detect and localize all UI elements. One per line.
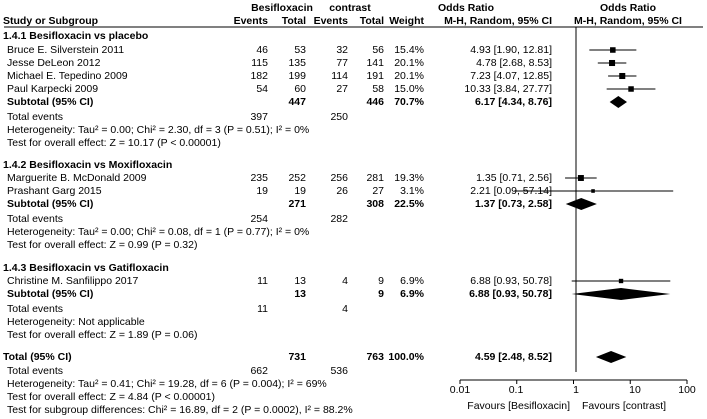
study-events2: 4 xyxy=(342,275,348,287)
overall-effect-text: Test for overall effect: Z = 10.17 (P < 0.00001) xyxy=(7,137,221,149)
axis-tick-label: 0.01 xyxy=(449,384,471,396)
total-or-ci: 4.59 [2.48, 8.52] xyxy=(474,351,552,363)
subgroup-differences-text: Test for subgroup differences: Chi² = 16.89, df = 2 (P = 0.0002), I² = 88.2% xyxy=(7,404,353,416)
events2-header: Events xyxy=(313,15,348,27)
heterogeneity-text: Heterogeneity: Not applicable xyxy=(7,316,145,328)
total-events2: 4 xyxy=(342,303,348,315)
total-events1: 254 xyxy=(250,213,268,225)
study-events1: 182 xyxy=(250,70,268,82)
study-point-estimate xyxy=(619,73,625,79)
study-total2: 281 xyxy=(366,172,384,184)
or-header: Odds Ratio xyxy=(437,2,494,14)
study-name: Paul Karpecki 2009 xyxy=(7,83,99,95)
total-weight: 100.0% xyxy=(388,351,424,363)
group2-header: contrast xyxy=(329,2,371,14)
total-heterogeneity-text: Heterogeneity: Tau² = 0.41; Chi² = 19.28, df = 6 (P = 0.004); I² = 69% xyxy=(7,378,327,390)
events1-header: Events xyxy=(233,15,268,27)
study-total1: 13 xyxy=(294,275,306,287)
study-or-ci: 4.93 [1.90, 12.81] xyxy=(470,44,552,56)
axis-tick-label: 100 xyxy=(678,384,696,396)
study-point-estimate xyxy=(609,60,615,66)
total-total2: 763 xyxy=(366,351,384,363)
study-name: Prashant Garg 2015 xyxy=(7,185,102,197)
subtotal-diamond xyxy=(572,288,671,300)
total-overall-effect-text: Test for overall effect: Z = 4.84 (P < 0.00001) xyxy=(7,391,215,403)
study-total1: 252 xyxy=(288,172,306,184)
total-events1: 11 xyxy=(257,303,268,315)
study-total1: 135 xyxy=(288,57,306,69)
weight-header: Weight xyxy=(389,15,424,27)
study-weight: 19.3% xyxy=(394,172,424,184)
total-events-label: Total events xyxy=(7,365,64,377)
study-events2: 27 xyxy=(336,83,348,95)
subgroup-title: 1.4.3 Besifloxacin vs Gatifloxacin xyxy=(3,262,169,274)
axis-tick-label: 0.1 xyxy=(508,384,524,396)
plot-marks xyxy=(460,47,687,384)
axis-tick-label: 1 xyxy=(573,384,579,396)
total-events2: 250 xyxy=(330,111,348,123)
study-events1: 19 xyxy=(256,185,268,197)
study-events2: 77 xyxy=(336,57,348,69)
study-or-ci: 2.21 [0.09, 57.14] xyxy=(470,185,552,197)
study-events2: 26 xyxy=(336,185,348,197)
study-weight: 20.1% xyxy=(394,57,424,69)
study-or-ci: 10.33 [3.84, 27.77] xyxy=(464,83,552,95)
overall-diamond xyxy=(596,351,626,363)
plot-header: Odds Ratio xyxy=(599,2,656,14)
subgroup-title: 1.4.1 Besifloxacin vs placebo xyxy=(3,30,149,42)
study-weight: 6.9% xyxy=(400,275,424,287)
study-point-estimate xyxy=(628,86,633,91)
subtotal-total2: 9 xyxy=(378,288,384,300)
overall-effect-text: Test for overall effect: Z = 1.89 (P = 0.06) xyxy=(7,329,198,341)
favours-right-label: Favours [contrast] xyxy=(582,400,667,412)
total-events2: 282 xyxy=(330,213,348,225)
or-method-header: M-H, Random, 95% CI xyxy=(444,15,552,27)
total-events1: 397 xyxy=(250,111,268,123)
total1-header: Total xyxy=(281,15,306,27)
subtotal-total2: 308 xyxy=(366,198,384,210)
study-total2: 191 xyxy=(366,70,384,82)
subtotal-total1: 271 xyxy=(288,198,306,210)
total2-header: Total xyxy=(359,15,384,27)
study-total1: 19 xyxy=(294,185,306,197)
plot-method-header: M-H, Random, 95% CI xyxy=(574,15,682,27)
study-weight: 20.1% xyxy=(394,70,424,82)
study-events2: 32 xyxy=(336,44,348,56)
subtotal-or-ci: 6.17 [4.34, 8.76] xyxy=(474,96,552,108)
study-total1: 60 xyxy=(294,83,306,95)
study-events1: 46 xyxy=(256,44,268,56)
subtotal-total2: 446 xyxy=(366,96,384,108)
total-events-label: Total events xyxy=(7,303,64,315)
study-events1: 54 xyxy=(256,83,268,95)
study-name: Bruce E. Silverstein 2011 xyxy=(7,44,125,56)
axis-tick-label: 10 xyxy=(629,384,641,396)
total-events-label: Total events xyxy=(7,213,64,225)
study-events2: 256 xyxy=(330,172,348,184)
group1-header: Besifloxacin xyxy=(251,2,313,14)
study-column-header: Study or Subgroup xyxy=(3,15,99,27)
study-events2: 114 xyxy=(331,70,348,82)
subtotal-weight: 6.9% xyxy=(400,288,424,300)
subtotal-or-ci: 6.88 [0.93, 50.78] xyxy=(469,288,552,300)
study-or-ci: 1.35 [0.71, 2.56] xyxy=(476,172,552,184)
study-total2: 27 xyxy=(372,185,384,197)
study-point-estimate xyxy=(619,279,623,283)
study-events1: 115 xyxy=(251,57,268,69)
total-total1: 731 xyxy=(288,351,306,363)
subtotal-total1: 13 xyxy=(294,288,306,300)
subtotal-label: Subtotal (95% CI) xyxy=(7,288,94,300)
subtotal-total1: 447 xyxy=(288,96,306,108)
total-label: Total (95% CI) xyxy=(3,351,72,363)
study-weight: 15.4% xyxy=(394,44,424,56)
overall-effect-text: Test for overall effect: Z = 0.99 (P = 0.32) xyxy=(7,239,198,251)
study-events1: 235 xyxy=(250,172,268,184)
study-weight: 15.0% xyxy=(394,83,424,95)
heterogeneity-text: Heterogeneity: Tau² = 0.00; Chi² = 2.30, df = 3 (P = 0.51); I² = 0% xyxy=(7,124,310,136)
study-total1: 199 xyxy=(288,70,306,82)
study-name: Jesse DeLeon 2012 xyxy=(7,57,101,69)
study-name: Marguerite B. McDonald 2009 xyxy=(7,172,147,184)
study-events1: 11 xyxy=(257,275,268,287)
study-point-estimate xyxy=(578,175,584,181)
subgroup-title: 1.4.2 Besifloxacin vs Moxifloxacin xyxy=(3,159,173,171)
subtotal-weight: 22.5% xyxy=(394,198,424,210)
subtotal-label: Subtotal (95% CI) xyxy=(7,198,94,210)
subtotal-weight: 70.7% xyxy=(394,96,424,108)
study-total2: 56 xyxy=(372,44,384,56)
study-total1: 53 xyxy=(294,44,306,56)
heterogeneity-text: Heterogeneity: Tau² = 0.00; Chi² = 0.08, df = 1 (P = 0.77); I² = 0% xyxy=(7,226,310,238)
study-or-ci: 6.88 [0.93, 50.78] xyxy=(470,275,552,287)
subtotal-diamond xyxy=(610,96,627,108)
study-weight: 3.1% xyxy=(400,185,424,197)
total-events2: 536 xyxy=(330,365,348,377)
study-point-estimate xyxy=(610,47,616,53)
study-total2: 141 xyxy=(366,57,384,69)
subtotal-diamond xyxy=(566,198,597,210)
favours-left-label: Favours [Besifloxacin] xyxy=(467,400,570,412)
study-point-estimate xyxy=(591,189,595,193)
subtotal-label: Subtotal (95% CI) xyxy=(7,96,94,108)
study-name: Michael E. Tepedino 2009 xyxy=(7,70,128,82)
study-name: Christine M. Sanfilippo 2017 xyxy=(7,275,139,287)
study-total2: 9 xyxy=(378,275,384,287)
subtotal-or-ci: 1.37 [0.73, 2.58] xyxy=(474,198,552,210)
study-total2: 58 xyxy=(372,83,384,95)
study-or-ci: 4.78 [2.68, 8.53] xyxy=(476,57,552,69)
total-events-label: Total events xyxy=(7,111,64,123)
total-events1: 662 xyxy=(250,365,268,377)
study-or-ci: 7.23 [4.07, 12.85] xyxy=(470,70,552,82)
